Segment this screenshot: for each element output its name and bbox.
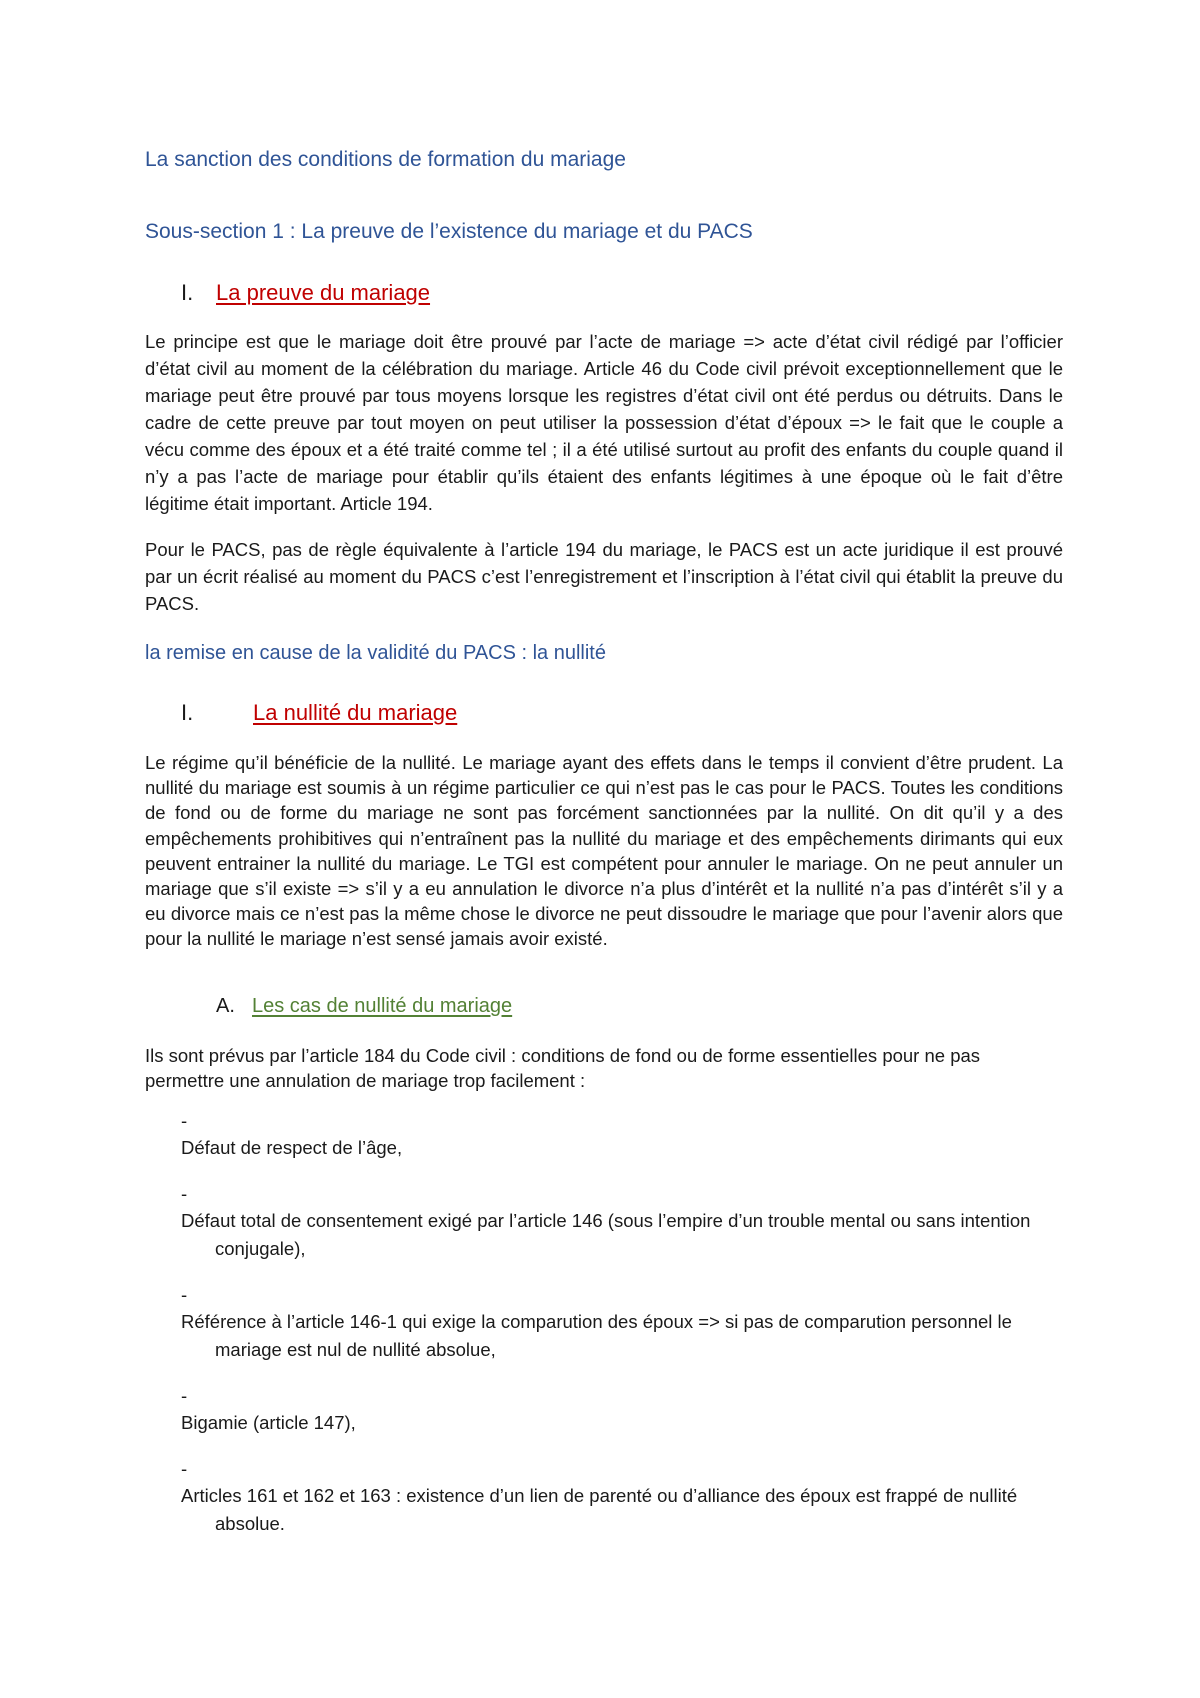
document-title: La sanction des conditions de formation du mariage — [145, 148, 626, 171]
list-item-text: Défaut total de consentement exigé par l’article 146 (sous l’empire d’un trouble mental ou sans intention conjugale), — [181, 1210, 1031, 1259]
list-item — [181, 1458, 1061, 1538]
list-item — [181, 1385, 1061, 1437]
list-item-text: Bigamie (article 147), — [181, 1412, 356, 1433]
list-item-text: Référence à l’article 146-1 qui exige la comparution des époux => si pas de comparution personnel le mariage est nul de nullité absolue, — [181, 1311, 1012, 1360]
paragraph-regime-nullite: Le régime qu’il bénéficie de la nullité. Le mariage ayant des effets dans le temps il convient d’être prudent. La nullité du mariage est soumis à un régime particulier ce qui n’est pas le cas pour le PACS. Toutes les conditions de fond ou de forme du mariage ne sont pas forcément sanctionnées par la nullité. On dit qu’il y a des empêchements prohibitives qui n’entraînent pas la nullité du mariage et des empêchements dirimants qui eux peuvent entrainer la nullité du mariage. Le TGI est compétent pour annuler le mariage. On ne peut annuler un mariage que s’il existe => s’il y a eu annulation le divorce n’a plus d’intérêt et la nullité n’a pas d’intérêt s’il y a eu divorce mais ce n’est pas la même chose le divorce ne peut dissoudre le mariage que pour l’avenir alors que pour la nullité le mariage n’est sensé jamais avoir existé. — [145, 752, 1063, 950]
list-dash: - — [181, 1458, 188, 1479]
section-number: I. — [181, 700, 194, 725]
section-title: La preuve du mariage — [216, 280, 431, 305]
subsection-letter: A. — [216, 995, 235, 1017]
list-item — [181, 1110, 1061, 1162]
paragraph-preuve-mariage: Le principe est que le mariage doit être prouvé par l’acte de mariage => acte d’état civil rédigé par l’officier d’état civil au moment de la célébration du mariage. Article 46 du Code civil prévoit exceptionnellement que le mariage peut être prouvé par tous moyens lorsque les registres d’état civil ont été perdus ou détruits. Dans le cadre de cette preuve par tout moyen on peut utiliser la possession d’état d’époux => le fait que le couple a vécu comme des époux et a été traité comme tel ; il a été utilisé surtout au profit des enfants du couple quand il n’y a pas l’acte de mariage pour établir qu’ils étaient des enfants légitimes à une époque où le fait d’être légitime était important. Article 194. — [145, 331, 1063, 514]
list-dash: - — [181, 1110, 188, 1131]
section-number: I. — [181, 280, 194, 305]
list-item-text: Articles 161 et 162 et 163 : existence d’un lien de parenté ou d’alliance des époux est frappé de nullité absolue. — [181, 1485, 1018, 1534]
subsection-title: Les cas de nullité du mariage — [252, 995, 513, 1017]
list-dash: - — [181, 1183, 188, 1204]
paragraph-preuve-pacs: Pour le PACS, pas de règle équivalente à l’article 194 du mariage, le PACS est un acte juridique il est prouvé par un écrit réalisé au moment du PACS c’est l’enregistrement et l’inscription à l’état civil qui établit la preuve du PACS. — [145, 539, 1063, 614]
list-dash: - — [181, 1284, 188, 1305]
section-heading-preuve — [181, 280, 430, 306]
section-heading-nullite — [181, 700, 457, 726]
subsection-heading-cas-nullite — [216, 995, 512, 1018]
section-title: La nullité du mariage — [253, 700, 458, 725]
list-dash: - — [181, 1385, 188, 1406]
paragraph-article-184: Ils sont prévus par l’article 184 du Code civil : conditions de fond ou de forme essentielles pour ne pas permettre une annulation de mariage trop facilement : — [145, 1045, 981, 1091]
subsection-heading: Sous-section 1 : La preuve de l’existence du mariage et du PACS — [145, 220, 753, 243]
list-item-text: Défaut de respect de l’âge, — [181, 1137, 403, 1158]
list-item — [181, 1284, 1061, 1364]
heading-remise-en-cause: la remise en cause de la validité du PACS : la nullité — [145, 642, 606, 664]
list-item — [181, 1183, 1061, 1263]
